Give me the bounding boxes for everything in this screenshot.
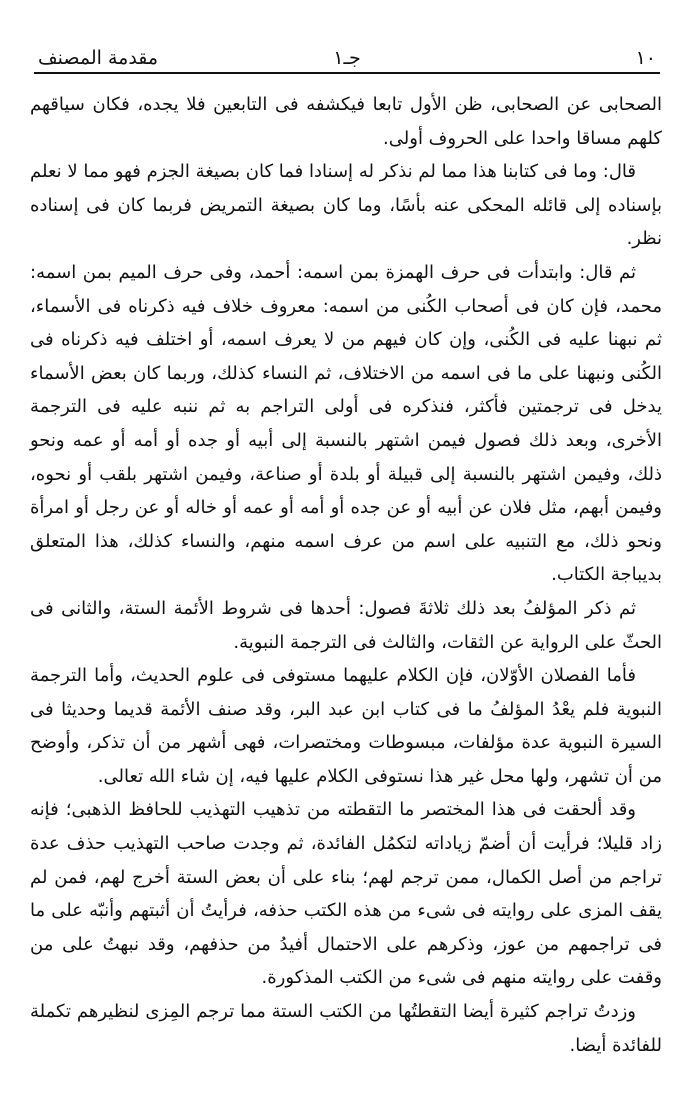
paragraph: قال: وما فى كتابنا هذا مما لم نذكر له إسنادا فما كان بصيغة الجزم فهو مما لا نعلم بإسناده إلى قائله المحكى عنه بأسًا، وما كان بصيغة التمريض فربما كان فى إسناده نظر. xyxy=(30,161,662,250)
page-header xyxy=(34,40,660,74)
page-number: ١٠ xyxy=(635,47,656,69)
header-rule xyxy=(34,72,660,74)
paragraph: الصحابى عن الصحابى، ظن الأول تابعا فيكشفه فى التابعين فلا يجده، فكان سياقهم كلهم مساقا واحدا على الحروف أولى. xyxy=(30,94,662,149)
paragraph: وقد ألحقت فى هذا المختصر ما التقطته من تذهيب التهذيب للحافظ الذهبى؛ فإنه زاد قليلا؛ فرأيت أن أضمّ زياداته لتكمُل الفائدة، ثم وجدت صاحب التهذيب حذف عدة تراجم من أصل الكمال، ممن ترجم لهم؛ بناء على أن بعض الستة أخرج لهم، فمن لم يقف المزى على روايته فى شىء من هذه الكتب حذفه، فرأيتُ أن أثبتهم وأنبّه على ما فى تراجمهم من عوز، وذكرهم على الاحتمال أفيدُ من حذفهم، وقد نبهتُ على من وقفت على روايته منهم فى شىء من الكتب المذكورة. xyxy=(30,799,662,989)
paragraph: ثم ذكر المؤلفُ بعد ذلك ثلاثةَ فصول: أحدها فى شروط الأئمة الستة، والثانى فى الحثّ على الرواية عن الثقات، والثالث فى الترجمة النبوية. xyxy=(30,597,662,653)
paragraph: فأما الفصلان الأوّلان، فإن الكلام عليهما مستوفى فى علوم الحديث، وأما الترجمة النبوية فلم يعْدُ المؤلفُ ما فى كتاب ابن عبد البر، وقد صنف الأئمة قديما وحديثا فى السيرة النبوية عدة مؤلفات، مبسوطات ومختصرات، فهى أشهر من أن تذكر، وأوضح من أن تشهر، ولها محل غير هذا نستوفى الكلام عليها فيه، إن شاء الله تعالى. xyxy=(30,665,662,787)
volume-number: جـ١ xyxy=(333,47,361,69)
body-text xyxy=(30,88,662,1062)
section-title: مقدمة المصنف xyxy=(38,47,159,69)
paragraph: وزدتُ تراجم كثيرة أيضا التقطتُها من الكتب الستة مما ترجم المِزى لنظيرهم تكملة للفائدة أيضا. xyxy=(30,1001,662,1056)
paragraph: ثم قال: وابتدأت فى حرف الهمزة بمن اسمه: أحمد، وفى حرف الميم بمن اسمه: محمد، فإن كان فى أصحاب الكُنى من اسمه: معروف خلاف فيه ذكرناه فى الأسماء، ثم نبهنا عليه فى الكُنى، وإن كان فيهم من لا يعرف اسمه، أو اختلف فيه ذكرناه فى الكُنى ونبهنا على ما فى اسمه من الاختلاف، ثم النساء كذلك، وربما كان بعض الأسماء يدخل فى ترجمتين فأكثر، فنذكره فى أولى التراجم به ثم ننبه عليه فى الترجمة الأخرى، وبعد ذلك فصول فيمن اشتهر بالنسبة إلى أبيه أو جده أو أمه أو عمه ونحو ذلك، وفيمن اشتهر بالنسبة إلى قبيلة أو بلدة أو صناعة، وفيمن اشتهر بلقب أو نحوه، وفيمن أبهم، مثل فلان عن أبيه أو عن جده أو أمه أو عمه أو خاله أو عن رجل أو امرأة ونحو ذلك، مع التنبيه على اسم من عرف اسمه منهم، والنساء كذلك، هذا المتعلق بديباجة الكتاب. xyxy=(30,261,662,586)
